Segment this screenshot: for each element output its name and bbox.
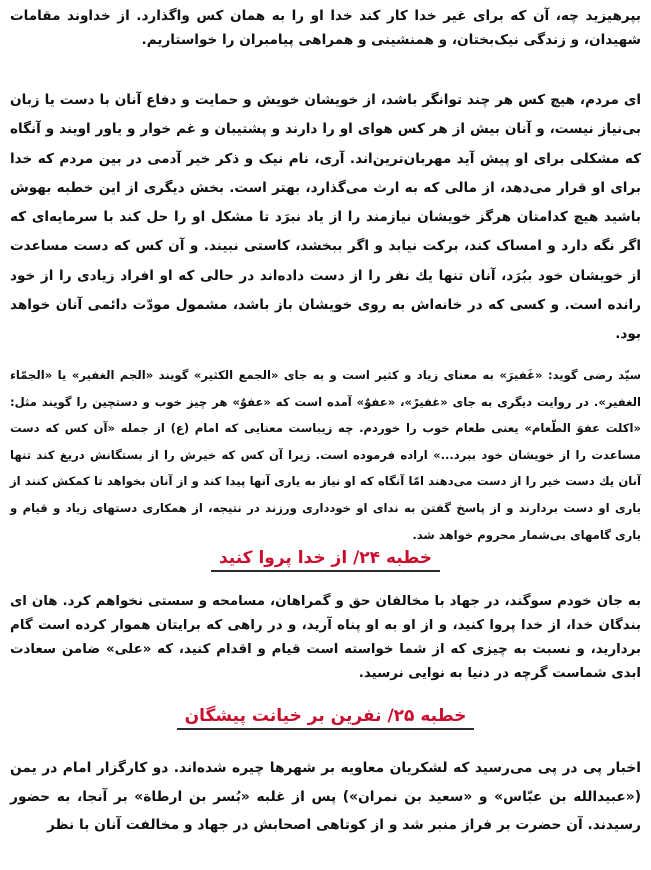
paragraph-kinship: ای مردم، هیچ کس هر چند توانگر باشد، از خویشان خویش و حمایت و دفاع آنان با دست یا زبان بی‌نیاز نیست، و آنان بیش از هر کس هوای او را دارند و پشتیبان و غم خوار و یاور اویند و آنگاه که مشکلی برای او پیش آید مهربان‌ترین‌اند. آری، نام نیک و ذکر خیر آدمی در بین مردم که خدا برای او قرار می‌دهد، از مالی که به ارث می‌گذارد، بهتر است. بخش دیگری از این خطبه بهوش باشید هیچ کدامتان هرگز خویشان نیازمند را از یاد نبرَد تا مشکل او را حل کند با سرمایه‌ای که اگر نگه دارد و امساک کند، برکت نیابد و اگر ببخشد، کاستی نبیند. و آن کس که دست مساعدت از خویشان خود ببُرَد، آنان تنها یك نفر را از دست داده‌اند در حالی که او افراد زیادی را از خود رانده است. و کسی که در خانه‌اش به روی خویشان باز باشد، مشمول مودّت دائمی آنان خواهد بود. [10,92,641,343]
sermon-25-title [0,706,651,730]
paragraph-sermon-24: به جان خودم سوگند، در جهاد با مخالفان حق و گمراهان، مسامحه و سستی نخواهم کرد. هان ای بندگان خدا، از خدا پروا کنید، و از او به او پناه آرید، و در راهی که برایتان هموار کرده است گام بردارید، و نسبت به چیزی که از شما خواسته است قیام و اقدام کنید، که «علی» ضامن سعادت ابدی شماست گرچه در دنیا به نوایی نرسید. [10,594,641,681]
paragraph-intro: بپرهیزید چه، آن که برای غیر خدا کار کند خدا او را به همان کس واگذارد. از خداوند مقامات شهیدان، و زندگی نیک‌بختان، و همنشینی و همراهی پیامبران را خواستاریم. [10,8,641,48]
sermon-24-title [0,548,651,572]
commentary-note: سیّد رضی گوید: «غَفیرَ» به معنای زیاد و کثیر است و به جای «الجمع الکثیر» گویند «الجم الغفیر» یا «الجمّاء الغفیر». در روایت دیگری به جای «غفیرً»، «عفوٌ» آمده است که «عفوٌ» هر چیز خوب و دستچین را گویند مثل: «اکلت عفوَ الطّعام» یعنی طعام خوب را خوردم. چه زیباست معنایی که امام (ع) از جمله «آن کس که دست مساعدت را از خویشان خود ببرد...» اراده فرموده است. زیرا آن کس که خیرش را از بستگانش دریغ کند تنها آنان یك دست خیر را از دست می‌دهند امّا آنگاه که او نیاز به یاری آنها پیدا کند و از آنان بخواهد تا کمکش کنند از یاری او دست بردارند و از پاسخ گفتن به ندای او خودداری ورزند در نتیجه، از همکاری دستهای زیاد و قیام و یاری گامهای بی‌شمار محروم خواهد شد. [10,368,641,542]
paragraph-sermon-25: اخبار پی در پی می‌رسید که لشکریان معاویه بر شهرها چیره شده‌اند. دو کارگزار امام در یمن («عبیدالله بن عبّاس» و «سعید بن نمران») پس از غلبه «بُسر بن ارطاة» بر آنجا، به حضور رسیدند. آن حضرت بر فراز منبر شد و از کوتاهی اصحابش در جهاد و مخالفت آنان با نظر [10,760,641,834]
sermon-24-title-text: خطبه ۲۴/ از خدا پروا کنید [211,548,440,572]
sermon-25-title-text: خطبه ۲۵/ نفرین بر خیانت پیشگان [177,706,475,730]
